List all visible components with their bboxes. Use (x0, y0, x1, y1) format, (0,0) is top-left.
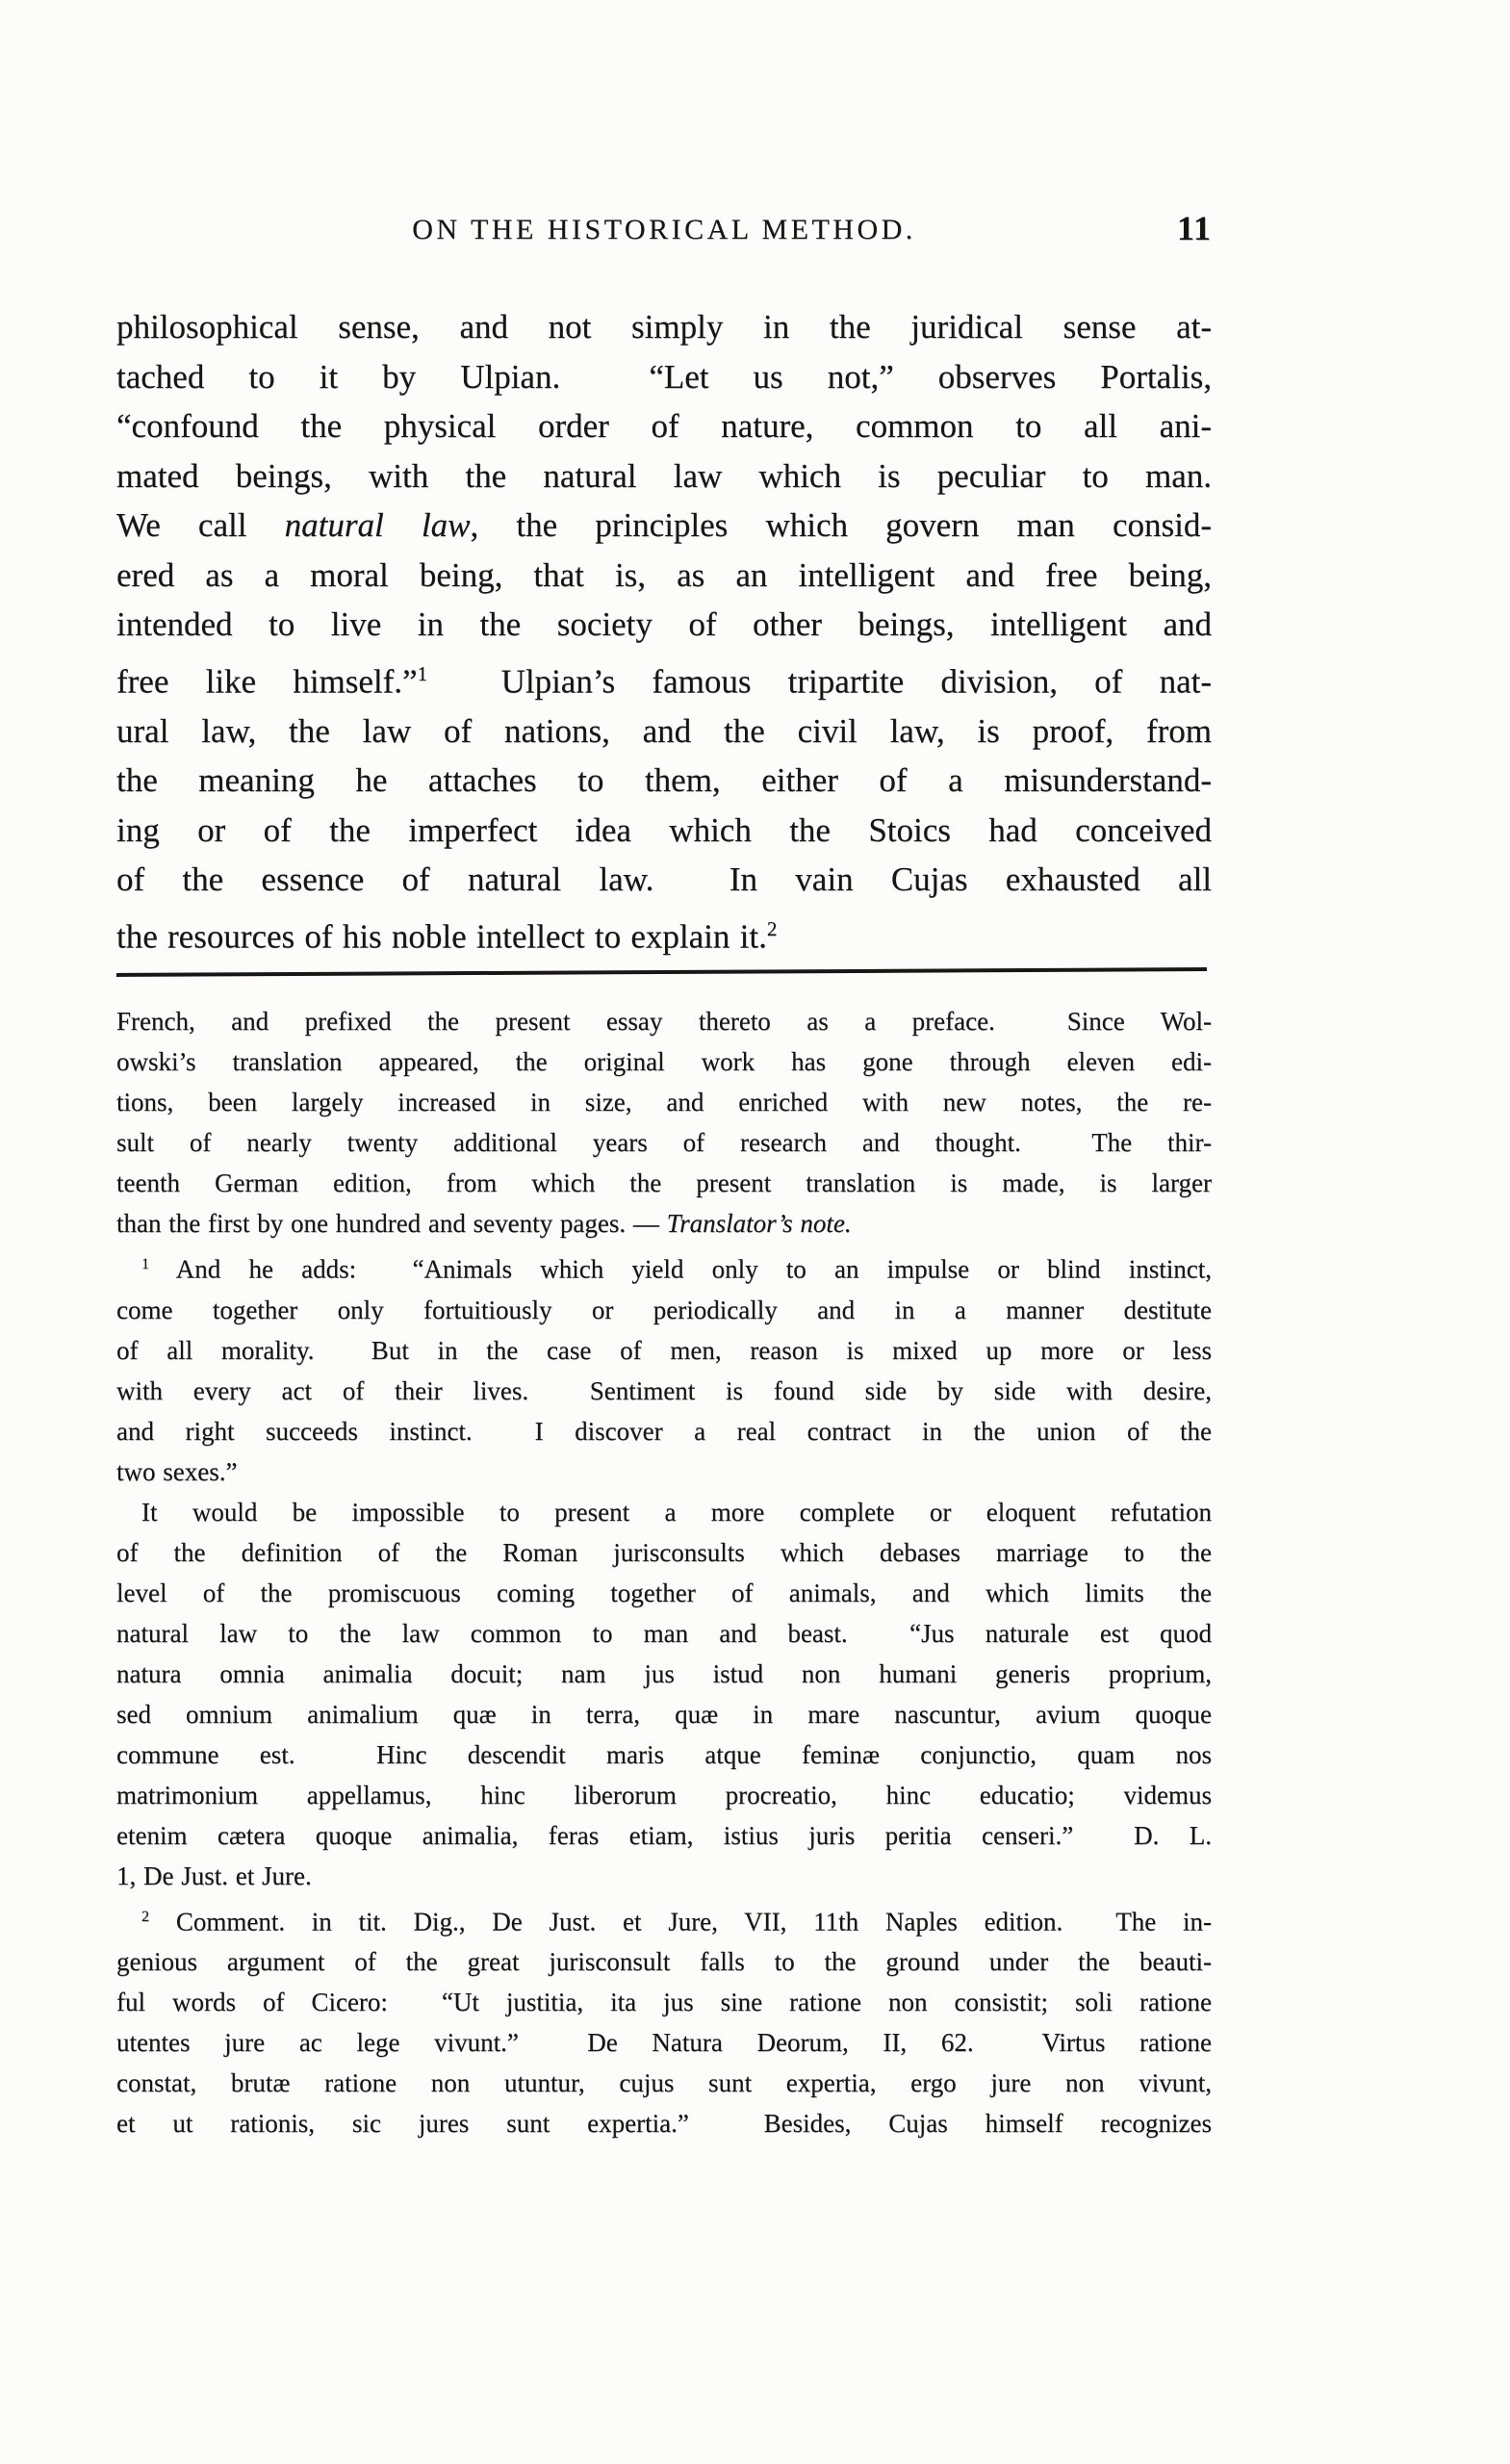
footnote-line (116, 1371, 1212, 1411)
body-line (116, 401, 1212, 451)
footnote-line (116, 1411, 1212, 1451)
footnote-line (116, 1492, 1212, 1532)
footnote-line (116, 1330, 1212, 1371)
page-number: 11 (1176, 209, 1212, 247)
body-line (116, 551, 1212, 601)
text-segment: level of the promiscuous coming together of animals, and which limits the (116, 1578, 1212, 1607)
text-segment: ural law, the law of nations, and the civil law, is proof, from (116, 711, 1212, 750)
text-segment: natural law (284, 506, 471, 544)
footnote-line (116, 1163, 1212, 1203)
footnote-line (116, 1613, 1212, 1654)
footnote-marker: 1 (417, 661, 428, 685)
text-segment: ing or of the imperfect idea which the Stoics had conceived (116, 810, 1212, 849)
footnote-line (116, 2063, 1212, 2103)
text-segment: sed omnium animalium quæ in terra, quæ in mare nascuntur, avium quoque (116, 1699, 1212, 1729)
text-segment: natural law to the law common to man and beast. “Jus naturale est quod (116, 1618, 1212, 1648)
footnotes (116, 1001, 1212, 2143)
text-segment: natura omnia animalia docuit; nam jus istud non humani generis proprium, (116, 1658, 1212, 1688)
footnote-line (116, 1082, 1212, 1122)
text-segment: genious argument of the great jurisconsult falls to the ground under the beauti- (116, 1947, 1212, 1977)
footnote-separator (116, 967, 1207, 977)
footnote-line (116, 1290, 1212, 1330)
footnote-line (116, 1654, 1212, 1694)
text-segment: Translator’s note. (666, 1209, 852, 1238)
footnote-line (116, 1941, 1212, 1982)
running-head: ON THE HISTORICAL METHOD. (412, 214, 916, 245)
body-line (116, 600, 1212, 650)
footnote-line (116, 1451, 1212, 1492)
text-segment: matrimonium appellamus, hinc liberorum procreatio, hinc educatio; videmus (116, 1780, 1212, 1810)
text-segment: And he adds: “Animals which yield only to an impulse or blind instinct, (149, 1254, 1212, 1284)
footnote-line (116, 1532, 1212, 1573)
text-segment: ful words of Cicero: “Ut justitia, ita jus sine ratione non consistit; soli ratione (116, 1988, 1212, 2017)
body-line (116, 352, 1212, 402)
text-segment: of the definition of the Roman jurisconsults which debases marriage to the (116, 1537, 1212, 1567)
text-segment: the resources of his noble intellect to explain it. (116, 917, 767, 956)
footnote-line (116, 2103, 1212, 2143)
footnote-line (116, 2022, 1212, 2063)
footnote-line (116, 1203, 1212, 1244)
footnote-line (116, 1694, 1212, 1734)
text-segment: sult of nearly twenty additional years of research and thought. The thir- (116, 1128, 1212, 1157)
text-block (116, 0, 1212, 2464)
text-segment: “confound the physical order of nature, common to all ani- (116, 407, 1212, 445)
footnote-line (116, 1244, 1212, 1290)
text-segment: philosophical sense, and not simply in the juridical sense at- (116, 308, 1212, 346)
text-segment: Comment. in tit. Dig., De Just. et Jure, VII, 11th Naples edition. The in- (149, 1907, 1212, 1937)
footnote-line (116, 1041, 1212, 1082)
body-text (116, 302, 1212, 962)
text-segment: et ut rationis, sic jures sunt expertia.” Besides, Cujas himself recognizes (116, 2109, 1212, 2139)
page-header (116, 209, 1212, 256)
text-segment: intended to live in the society of other beings, intelligent and (116, 605, 1212, 643)
text-segment: come together only fortuitiously or periodically and in a manner destitute (116, 1295, 1212, 1324)
text-segment: We call (116, 506, 285, 544)
text-segment: Ulpian’s famous tripartite division, of nat- (427, 662, 1212, 701)
footnote-line (116, 1734, 1212, 1775)
text-segment: , the principles which govern man consid- (470, 506, 1212, 544)
footnote-line (116, 1775, 1212, 1815)
footnote-marker: 2 (766, 916, 778, 940)
text-segment: teenth German edition, from which the present translation is made, is larger (116, 1168, 1212, 1197)
footnote-line (116, 1856, 1212, 1896)
footnote-marker: 2 (141, 1907, 150, 1925)
footnote-line (116, 1573, 1212, 1613)
text-segment: etenim cætera quoque animalia, feras etiam, istius juris peritia censeri.” D. L. (116, 1820, 1212, 1850)
text-segment: 1, De Just. et Jure. (116, 1861, 312, 1890)
body-line (116, 855, 1212, 905)
text-segment: of all morality. But in the case of men, reason is mixed up more or less (116, 1335, 1212, 1365)
text-segment: utentes jure ac lege vivunt.” De Natura Deorum, II, 62. Virtus ratione (116, 2028, 1212, 2058)
text-segment: free like himself.” (116, 662, 418, 701)
footnote-marker: 1 (141, 1255, 150, 1272)
body-line (116, 500, 1212, 551)
body-line (116, 806, 1212, 856)
text-segment: than the first by one hundred and seventy pages. — (116, 1209, 667, 1238)
text-segment: tached to it by Ulpian. “Let us not,” observes Portalis, (116, 357, 1212, 396)
footnote-line (116, 1815, 1212, 1856)
body-line (116, 706, 1212, 757)
text-segment: owski’s translation appeared, the original work has gone through eleven edi- (116, 1047, 1212, 1076)
text-segment: with every act of their lives. Sentiment is found side by side with desire, (116, 1375, 1212, 1405)
footnote-line (116, 1001, 1212, 1041)
body-line (116, 905, 1212, 962)
text-segment: the meaning he attaches to them, either of a misunderstand- (116, 761, 1212, 800)
body-line (116, 451, 1212, 501)
footnote-line (116, 1896, 1212, 1942)
body-line (116, 650, 1212, 706)
text-segment: constat, brutæ ratione non utuntur, cujus sunt expertia, ergo jure non vivunt, (116, 2068, 1212, 2098)
footnote-line (116, 1122, 1212, 1163)
text-segment: mated beings, with the natural law which is peculiar to man. (116, 456, 1212, 495)
text-segment: tions, been largely increased in size, and enriched with new notes, the re- (116, 1088, 1212, 1116)
text-segment: French, and prefixed the present essay thereto as a preface. Since Wol- (116, 1007, 1212, 1036)
text-segment: and right succeeds instinct. I discover a real contract in the union of the (116, 1416, 1212, 1446)
text-segment: two sexes.” (116, 1456, 238, 1486)
body-line (116, 756, 1212, 806)
text-segment: ered as a moral being, that is, as an intelligent and free being, (116, 555, 1212, 594)
footnote-line (116, 1982, 1212, 2022)
body-line (116, 302, 1212, 352)
text-segment: It would be impossible to present a more complete or eloquent refutation (141, 1497, 1212, 1527)
text-segment: commune est. Hinc descendit maris atque feminæ conjunctio, quam nos (116, 1739, 1212, 1769)
text-segment: of the essence of natural law. In vain Cujas exhausted all (116, 860, 1212, 899)
